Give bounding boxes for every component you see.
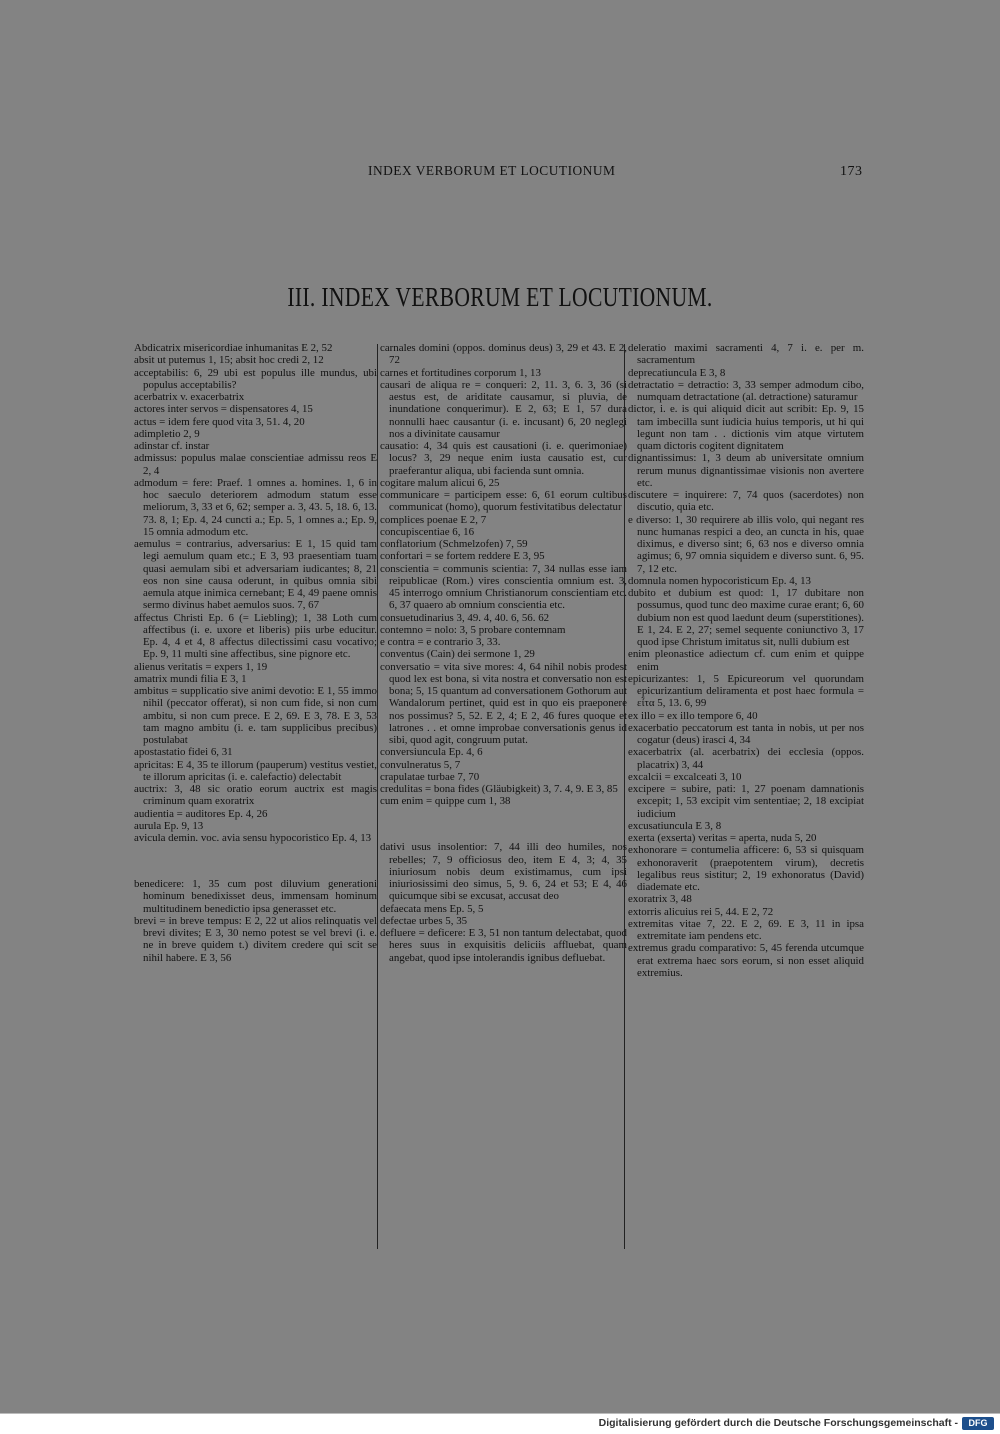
index-entry: admissus: populus malae conscientiae admissu reos E 2, 4 [134, 452, 377, 477]
index-entry: carnales domini (oppos. dominus deus) 3, 29 et 43. E 2, 72 [380, 342, 627, 367]
index-entry: domnula nomen hypocoristicum Ep. 4, 13 [628, 574, 811, 587]
index-entry: epicurizantes: 1, 5 Epicureorum vel quorundam epicurizantium deliramenta et post haec formula = εἶτα 5, 13. 6, 99 [628, 672, 864, 710]
index-entry: exacerbatio peccatorum est tanta in nobis, ut per nos cogatur (deus) irasci 4, 34 [628, 721, 864, 746]
index-entry: avicula demin. voc. avia sensu hypocoristico Ep. 4, 13 [134, 832, 372, 844]
index-entry: confortari = se fortem reddere E 3, 95 [380, 550, 545, 563]
index-entry: causatio: 4, 34 quis est causationi (i. e. querimoniae) locus? 3, 29 neque enim iusta causatio est, cur praeferantur aliqua, ubi facienda sunt omnia. [380, 440, 627, 477]
index-entry: e diverso: 1, 30 requirere ab illis volo, qui negant res nunc humanas respici a deo, an cuncta in his, quae diximus, e diverso sint; 6, 63 nos e diverso omnia agimus; 6, 97 omnia siquidem e diverso sunt. 6, 95. 7, 12 etc. [628, 513, 864, 575]
index-column-2 [380, 342, 627, 964]
footer-bar [0, 1413, 1000, 1434]
index-entry: exerta (exserta) veritas = aperta, nuda 5, 20 [628, 832, 817, 844]
index-entry: convulneratus 5, 7 [380, 758, 461, 771]
index-entry: alienus veritatis = expers 1, 19 [134, 660, 268, 673]
index-entry: conflatorium (Schmelzofen) 7, 59 [380, 538, 528, 550]
index-entry: conversatio = vita sive mores: 4, 64 nihil nobis prodest quod lex est bona, si vita nostra et conversatio non est bona; 5, 15 quantum ad conversationem Gothorum aut Wandalorum pertinet, quid est in quo eis praeponere nos possimus? 5, 52. E 2, 4; E 2, 46 fures quoque et latrones . . et omne improbae conversationis genus id sibi, quod agit, congruum putat. [380, 660, 627, 746]
index-column-3 [628, 342, 864, 979]
index-entry: dativi usus insolentior: 7, 44 illi deo humiles, nos rebelles; 7, 9 officiosus deo, item E 4, 3; 4, 35 iniuriosum nobis deum existimamus, cum ipsi iniuriosissimi deo simus, 5, 9. 6, 24 et 53; E 4, 46 quicumque sibi se excusat, accusat deo [380, 841, 627, 903]
index-entry: conversiuncula Ep. 4, 6 [380, 746, 483, 759]
index-entry: discutere = inquirere: 7, 74 quos (sacerdotes) non discutio, quia etc. [628, 489, 864, 514]
index-entry: aurula Ep. 9, 13 [134, 819, 204, 832]
index-entry: conscientia = communis scientia: 7, 34 nullas esse iam reipublicae (Rom.) vires conscientia omnium est. 3, 45 interrogo omnium Christianorum conscientiam etc. 6, 37 quaero ab omnium conscientia etc. [380, 562, 627, 612]
index-entry: causari de aliqua re = conqueri: 2, 11. 3, 6. 3, 36 (si aestus est, de ariditate causamur, si pluvia, de inundatione conquerimur). E 2, 63; E 1, 57 dura nonnulli haec causantur (i. e. incusant) 6, 20 neglegi nos a divinitate causamur [380, 378, 627, 440]
index-entry: crapulatae turbae 7, 70 [380, 770, 480, 783]
column-divider [377, 344, 378, 1249]
entry-gap [134, 855, 377, 867]
index-entry: aemulus = contrarius, adversarius: E 1, 15 quid tam legi aemulum quam etc.; E 3, 93 praesentiam tuam quasi aemulam sibi et adversariam iudicantes; 8, 21 eos non sine causa oderunt, in quibus omnia sibi aemula atque inimica cernebant; E 4, 49 paene omnis sermo divinus habet aemulos suos. 7, 67 [134, 538, 377, 612]
index-entry: exacerbatrix (al. acerbatrix) dei ecclesia (oppos. placatrix) 3, 44 [628, 746, 864, 771]
index-entry: e contra = e contrario 3, 33. [380, 636, 501, 648]
index-entry: benedicere: 1, 35 cum post diluvium generationi hominum benedixisset deus, immensam hominum multitudinem benedictio ipsa generasset etc. [134, 878, 377, 915]
index-entry: conventus (Cain) dei sermone 1, 29 [380, 648, 535, 661]
index-entry: contemno = nolo: 3, 5 probare contemnam [380, 623, 566, 636]
index-entry: adimpletio 2, 9 [134, 427, 200, 440]
index-entry: consuetudinarius 3, 49. 4, 40. 6, 56. 62 [380, 611, 550, 624]
index-entry: dubito et dubium est quod: 1, 17 dubitare non possumus, quod tunc deo maxime curae erant; 6, 60 dubium non est quod laedunt deum (superstitiones). E 1, 24. E 2, 27; semel sequente coniunctivo 3, 17 quod ipse Christum imitatus sit, nulli dubium est [628, 587, 864, 648]
index-entry: cum enim = quippe cum 1, 38 [380, 795, 511, 808]
index-entry: acceptabilis: 6, 29 ubi est populus ille mundus, ubi populus acceptabilis? [134, 366, 377, 391]
index-entry: apricitas: E 4, 35 te illorum (pauperum) vestitus vestiet, te illorum apricitas (i. e. calefactio) delectabit [134, 758, 377, 783]
index-entry: absit ut putemus 1, 15; absit hoc credi 2, 12 [134, 354, 324, 367]
index-entry: extremus gradu comparativo: 5, 45 ferenda utcumque erat extrema haec sors eorum, si non esset aliquid extremius. [628, 942, 864, 979]
index-entry: apostastatio fidei 6, 31 [134, 746, 233, 759]
dfg-logo-icon [962, 1417, 994, 1430]
running-head [0, 160, 1000, 184]
index-entry: affectus Christi Ep. 6 (= Liebling); 1, 38 Loth cum affectibus (i. e. uxore et liberis) piis urbe educitur. Ep. 4, 4 et 4, 8 affectus dilectissimi casu vocativo; Ep. 9, 11 multi sine affectibus, sine pignore etc. [134, 611, 377, 661]
index-entry: communicare = participem esse: 6, 61 eorum cultibus communicat (homo), quorum festivitatibus delectatur [380, 489, 627, 514]
index-entry: cogitare malum alicui 6, 25 [380, 476, 500, 489]
index-entry: ex illo = ex illo tempore 6, 40 [628, 709, 758, 722]
index-entry: amatrix mundi filia E 3, 1 [134, 672, 247, 685]
index-entry: deprecatiuncula E 3, 8 [628, 366, 726, 379]
section-title: III. INDEX VERBORUM ET LOCUTIONUM. [287, 282, 713, 312]
page-number: 173 [840, 164, 863, 179]
index-entry: admodum = fere: Praef. 1 omnes a. homines. 1, 6 in hoc saeculo deteriorem admodum statum esse meliorum, 3, 33 et 6, 62; semper a. 3, 43. 5, 18. 6, 13. 73. 8, 1; Ep. 4, 24 cuncti a.; Ep. 5, 1 omnes a.; Ep. 9, 15 omnia admodum etc. [134, 476, 377, 538]
index-entry: defaecata mens Ep. 5, 5 [380, 902, 484, 915]
index-entry: acerbatrix v. exacerbatrix [134, 391, 245, 403]
index-entry: brevi = in breve tempus: E 2, 22 ut alios relinquatis vel brevi divites; E 3, 30 nemo potest se vel brevi (i. e. ne in breve quidem t.) divitem credere qui scit se nihil habere. E 3, 56 [134, 914, 377, 964]
index-entry: exoratrix 3, 48 [628, 893, 692, 906]
index-entry: actus = idem fere quod vita 3, 51. 4, 20 [134, 415, 305, 428]
index-entry: enim pleonastice adiectum cf. cum enim et quippe enim [628, 648, 864, 673]
index-entry: excusatiuncula E 3, 8 [628, 819, 722, 832]
index-entry: concupiscentiae 6, 16 [380, 525, 475, 538]
index-entry: actores inter servos = dispensatores 4, 15 [134, 403, 313, 416]
index-entry: auctrix: 3, 48 sic oratio eorum auctrix est magis criminum quam exoratrix [134, 783, 377, 808]
index-entry: dignantissimus: 1, 3 deum ab universitate omnium rerum munus dignantissimae visionis non avertere etc. [628, 452, 864, 489]
index-entry: ambitus = supplicatio sive animi devotio: E 1, 55 immo nihil (peccator offerat), si non cum fide, si non cum ambitu, si non cum prece. E 2, 69. E 3, 78. E 3, 53 tam magno ambitu (i. e. tam supplicibus precibus) postulabat [134, 685, 377, 746]
index-entry: Abdicatrix misericordiae inhumanitas E 2, 52 [134, 342, 333, 354]
index-entry: detractatio = detractio: 3, 33 semper admodum cibo, numquam detractatione (al. detractione) saturamur [628, 378, 864, 403]
index-entry: dictor, i. e. is qui aliquid dicit aut scribit: Ep. 9, 15 tam imbecilla sunt iudicia huius temporis, ut hi qui legunt non tam . . dictionis vim atque virtutem quam dictoris cogitent dignitatem [628, 403, 864, 452]
index-entry: adinstar cf. instar [134, 440, 210, 452]
entry-gap [380, 818, 627, 830]
index-column-1 [134, 342, 377, 964]
index-entry: defluere = deficere: E 3, 51 non tantum delectabat, quod heres suus in exquisitis deliciis affluebat, quam angebat, quod ipse intolerandis ignibus defluebat. [380, 927, 627, 964]
running-title: INDEX VERBORUM ET LOCUTIONUM [368, 163, 616, 178]
index-entry: audientia = auditores Ep. 4, 26 [134, 807, 268, 820]
index-entry: extorris alicuius rei 5, 44. E 2, 72 [628, 905, 774, 918]
index-entry: deleratio maximi sacramenti 4, 7 i. e. per m. sacramentum [628, 342, 864, 367]
index-entry: defectae urbes 5, 35 [380, 914, 468, 927]
index-entry: excalcii = excalceati 3, 10 [628, 770, 742, 783]
index-entry: extremitas vitae 7, 22. E 2, 69. E 3, 11 in ipsa extremitate iam pendens etc. [628, 917, 864, 942]
index-entry: excipere = subire, pati: 1, 27 poenam damnationis excepit; 1, 53 excipit vim sententiae; 2, 18 excipiat iudicium [628, 783, 864, 820]
dfg-logo-text: DFG [968, 1418, 988, 1428]
index-entry: complices poenae E 2, 7 [380, 513, 487, 526]
footer-credit: Digitalisierung gefördert durch die Deutsche Forschungsgemeinschaft - [598, 1417, 958, 1429]
index-entry: exhonorare = contumelia afficere: 6, 53 si quisquam exhonoraverit (praepotentem virum), decretis legalibus reus sistitur; 2, 19 exhonoratus (David) diademate etc. [628, 844, 864, 893]
index-entry: credulitas = bona fides (Gläubigkeit) 3, 7. 4, 9. E 3, 85 [380, 783, 618, 795]
index-entry: carnes et fortitudines corporum 1, 13 [380, 366, 541, 379]
